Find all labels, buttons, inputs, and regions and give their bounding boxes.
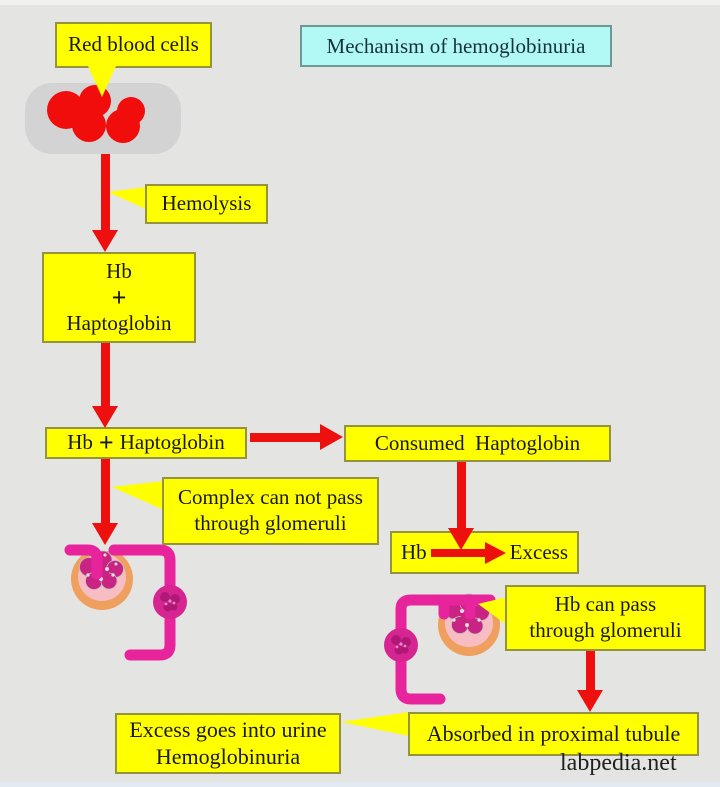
watermark: labpedia.net [560,750,677,776]
red-blood-cells-pointer [88,66,116,97]
bottom-edge [0,782,720,787]
arrow-head [92,230,118,252]
excess-urine-line1: Excess goes into urine [129,716,327,742]
hb-label: Hb [67,430,93,455]
hb-pass-callout-box [505,585,706,651]
glomerulus-left-illustration [58,538,190,666]
arrow-head [92,523,118,545]
plus-sign: + [98,428,114,457]
arrow-shaft [457,462,466,530]
top-edge [0,0,720,5]
arrow-shaft [101,343,110,408]
hemolysis-label: Hemolysis [161,191,252,216]
excess-urine-line2: Hemoglobinuria [155,743,301,769]
haptoglobin-label: Haptoglobin [66,310,172,335]
hb-pass-line2: through glomeruli [529,618,682,642]
hb-pass-line1: Hb can pass [554,592,657,617]
arrow-shaft [586,651,595,693]
complex-callout-line1: Complex can not pass [178,485,363,510]
hemolysis-box [145,184,268,224]
complex-callout-pointer [112,481,164,510]
excess-urine-box [115,713,341,774]
excess-label: Excess [509,539,568,564]
complex-callout-box [162,477,379,545]
hb-excess-box [390,531,579,574]
red-cell [117,97,145,125]
arrow-shaft [250,433,322,442]
absorbed-pointer [341,712,409,736]
red-cell [72,108,106,142]
arrow-shaft [101,154,110,232]
consumed-haptoglobin-box [344,425,611,462]
arrow-head [92,406,118,428]
complex-callout-line2: through glomeruli [194,511,347,535]
consumed-haptoglobin-label: Consumed Haptoglobin [374,430,581,455]
hemolysis-pointer [108,187,146,209]
arrow-shaft [101,459,110,525]
hb-label: Hb [106,258,132,283]
haptoglobin-label: Haptoglobin [119,430,225,455]
diagram-title [300,25,612,67]
plus-sign: + [111,282,127,312]
arrow-head [577,690,603,712]
hb-pass-callout-pointer [478,597,507,625]
absorbed-label: Absorbed in proximal tubule [426,720,681,746]
hb-haptoglobin-row-box [45,427,247,459]
arrow-head [485,542,506,564]
hb-haptoglobin-stack-box [42,252,196,343]
hb-label: Hb [401,539,427,564]
red-blood-cells-label: Red blood cells [68,32,199,57]
arrow-head [320,424,343,450]
arrow-head [448,528,474,550]
red-blood-cells-box [55,22,212,68]
diagram-title-label: Mechanism of hemoglobinuria [326,33,586,58]
